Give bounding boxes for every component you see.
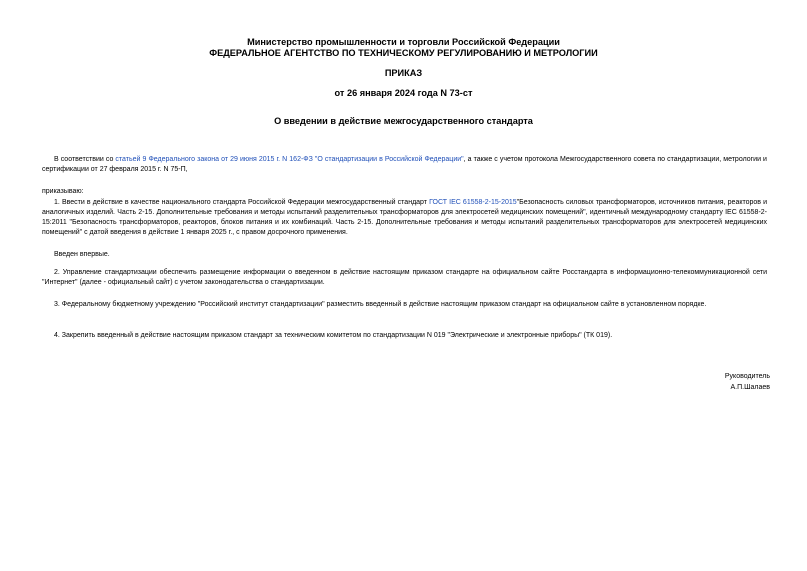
law-article-link[interactable]: статьей 9 Федерального закона от 29 июня 2015 г. N 162-ФЗ "О стандартизации в Российской Федерации"	[115, 156, 464, 163]
paragraph-introduced-first: Введен впервые.	[54, 251, 110, 258]
paragraph-basis	[42, 155, 767, 175]
signature-role: Руководитель	[724, 373, 770, 380]
paragraph-item-4: 4. Закрепить введенный в действие настоящим приказом стандарт за техническим комитетом по стандартизации N 019 "Электрические и электронные приборы" (ТК 019).	[54, 332, 613, 339]
ministry-name: Министерство промышленности и торговли Российской Федерации	[247, 37, 560, 47]
paragraph-item-1-prefix: 1. Ввести в действие в качестве национального стандарта Российской Федерации межгосударственный стандарт	[54, 199, 430, 206]
document-type: ПРИКАЗ	[384, 68, 423, 78]
document-title: О введении в действие межгосударственного стандарта	[274, 116, 533, 126]
paragraph-item-3: 3. Федеральному бюджетному учреждению "Российский институт стандартизации" разместить введенный в действие настоящим приказом стандарт на официальном сайте в установленном порядке.	[54, 301, 707, 308]
paragraph-basis-suffix: , а также с учетом протокола Межгосударственного совета по стандартизации, метрологии и сертификации от 27 февраля 2015 г. N 75-П,	[42, 156, 767, 173]
paragraph-item-1-suffix: "Безопасность силовых трансформаторов, источников питания, реакторов и аналогичных изделий. Часть 2-15. Дополнительные требования и методы испытаний разделительных трансформаторов для электросетей медицинских помещений", идентичный международному стандарту IEC 61558-2-15:2011 "Безопасность трансформаторов, реакторов, блоков питания и их комбинаций. Часть 2-15. Дополнительные требования и методы испытаний разделительных трансформаторов для электросетей медицинских помещений" с датой введения в действие 1 января 2025 г., с правом досрочного применения.	[42, 199, 768, 236]
order-word: приказываю:	[42, 188, 84, 195]
agency-name: ФЕДЕРАЛЬНОЕ АГЕНТСТВО ПО ТЕХНИЧЕСКОМУ РЕГУЛИРОВАНИЮ И МЕТРОЛОГИИ	[209, 48, 598, 58]
paragraph-basis-prefix: В соответствии со	[54, 156, 116, 163]
paragraph-item-1	[42, 198, 767, 238]
paragraph-item-2: 2. Управление стандартизации обеспечить размещение информации о введенном в действие настоящим приказом стандарте на официальном сайте Росстандарта в информационно-телекоммуникационной сети "Интернет" (далее - официальный сайт) с учетом законодательства о стандартизации.	[42, 269, 767, 286]
standard-link[interactable]: ГОСТ IEC 61558-2-15-2015	[429, 199, 517, 206]
signature-name: А.П.Шалаев	[730, 384, 770, 391]
document-date-number: от 26 января 2024 года N 73-ст	[334, 88, 473, 98]
